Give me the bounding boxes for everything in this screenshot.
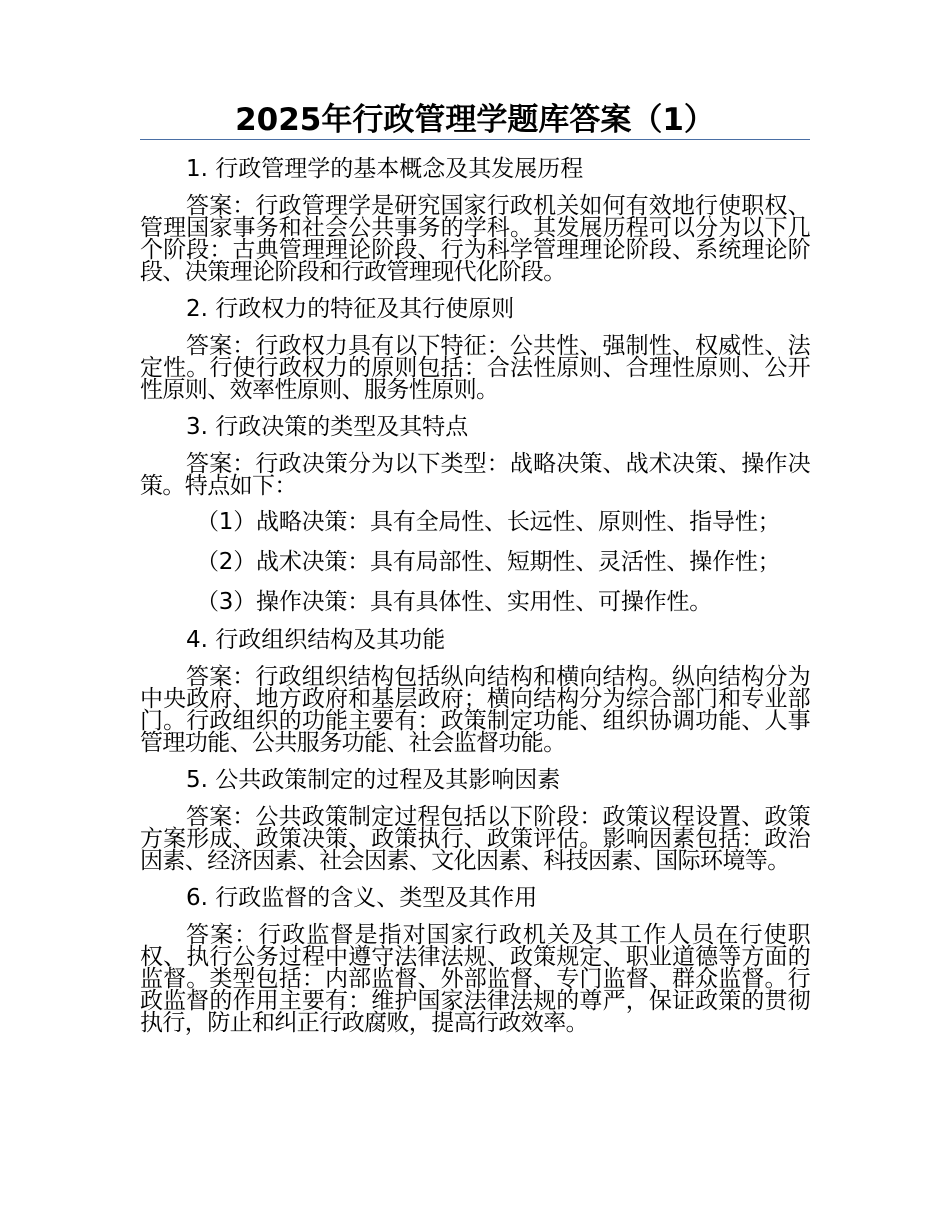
document-body [140,154,810,1045]
page-title: 2025年行政管理学题库答案（1） [235,102,715,138]
title-underline [140,139,810,140]
answer-paragraph: 答案：行政决策分为以下类型：战略决策、战术决策、操作决策。特点如下： [140,451,810,499]
answer-paragraph: 答案：行政监督是指对国家行政机关及其工作人员在行使职权、执行公务过程中遵守法律法规、政策规定、职业道德等方面的监督。类型包括：内部监督、外部监督、专门监督、群众监督。行政监督的作用主要有：维护国家法律法规的尊严，保证政策的贯彻执行，防止和纠正行政腐败，提高行政效率。 [140,922,810,1036]
answer-paragraph: 答案：行政管理学是研究国家行政机关如何有效地行使职权、管理国家事务和社会公共事务的学科。其发展历程可以分为以下几个阶段：古典管理理论阶段、行为科学管理理论阶段、系统理论阶段、决策理论阶段和行政管理现代化阶段。 [140,193,810,285]
question-heading: 3. 行政决策的类型及其特点 [186,414,469,440]
question-heading: 2. 行政权力的特征及其行使原则 [186,296,515,322]
question-heading: 1. 行政管理学的基本概念及其发展历程 [186,156,584,182]
answer-paragraph: 答案：行政权力具有以下特征：公共性、强制性、权威性、法定性。行使行政权力的原则包括：合法性原则、合理性原则、公开性原则、效率性原则、服务性原则。 [140,333,810,403]
answer-subitem: （2）战术决策：具有局部性、短期性、灵活性、操作性； [196,549,781,575]
answer-subitem: （1）战略决策：具有全局性、长远性、原则性、指导性； [196,509,781,535]
question-heading: 6. 行政监督的含义、类型及其作用 [186,885,538,911]
answer-subitem: （3）操作决策：具有具体性、实用性、可操作性。 [196,589,713,615]
answer-paragraph: 答案：公共政策制定过程包括以下阶段：政策议程设置、政策方案形成、政策决策、政策执行、政策评估。影响因素包括：政治因素、经济因素、社会因素、文化因素、科技因素、国际环境等。 [140,804,810,874]
question-heading: 5. 公共政策制定的过程及其影响因素 [186,767,561,793]
answer-paragraph: 答案：行政组织结构包括纵向结构和横向结构。纵向结构分为中央政府、地方政府和基层政府；横向结构分为综合部门和专业部门。行政组织的功能主要有：政策制定功能、组织协调功能、人事管理功能、公共服务功能、社会监督功能。 [140,664,810,756]
question-heading: 4. 行政组织结构及其功能 [186,627,446,653]
